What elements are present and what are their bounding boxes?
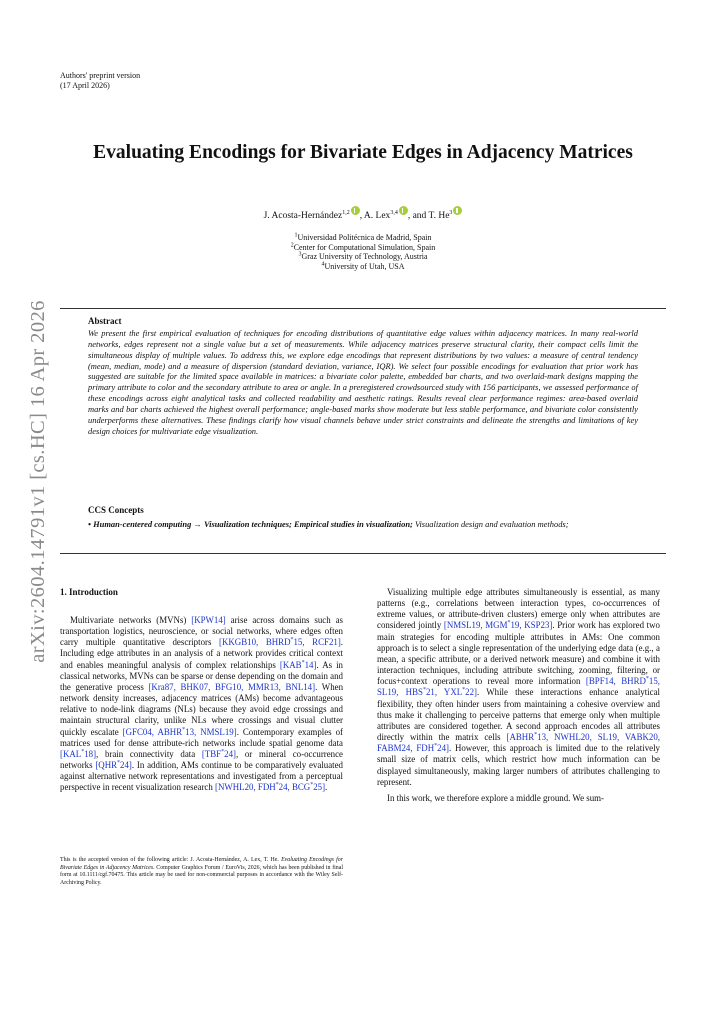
publication-footnote (60, 857, 343, 887)
ccs-bullet: • (88, 519, 94, 529)
preprint-date: (17 April 2026) (60, 81, 110, 90)
author-list (60, 206, 666, 221)
affiliation-marker: 4 (321, 261, 325, 268)
paragraph-text: Visualizing multiple edge attributes simultaneously is essential, as many patterns (e.g., correlations between interaction types, co-occurrences of extreme values, or attribute-driven clusters) emerge only when attributes are considered jointly (377, 587, 660, 631)
footnote-article-title: Evaluating Encodings for Bivariate Edges in Adjacency Matrices (60, 857, 343, 871)
affiliation-line (60, 233, 666, 243)
orcid-icon[interactable] (399, 206, 408, 215)
citation-link[interactable]: [QHR*24] (95, 760, 132, 771)
paragraph-text: . Contemporary examples of matrices used for dense attribute-rich networks include spatial genome data (60, 726, 343, 748)
ccs-arrow: → (191, 519, 204, 529)
author-name: J. Acosta-Hernández (263, 211, 343, 221)
paragraph-text: . However, this approach is limited due to the relatively small size of matrix cells, which restrict how much information can be displayed simultaneously, making larger numbers of attributes challenging to represent. (377, 743, 660, 787)
abstract-block (88, 316, 638, 436)
paragraph-text: . While these interactions enhance analytical flexibility, they often hinder users from maintaining a cohesive overview and thus make it challenging to perceive patterns that emerge only when multiple attributes are considered together. A second approach encodes all attributes directly within the matrix cells (377, 687, 660, 743)
paragraph-text: . In addition, AMs continue to be comparatively evaluated against alternative network representations and investigated from a perceptual perspective in recent visualization research (60, 760, 343, 793)
paragraph-text: , or mineral co-occurrence networks (60, 748, 343, 771)
ccs-concept-secondary: Visualization techniques; Empirical studies in visualization; (203, 519, 413, 529)
citation-link[interactable]: [KAL*18] (60, 748, 97, 759)
affiliation-marker: 1 (294, 232, 298, 239)
preprint-label: Authors' preprint version (60, 71, 141, 80)
orcid-icon[interactable] (453, 206, 462, 215)
affiliation-line (60, 262, 666, 272)
author-affiliation-marker: 1,2 (342, 209, 350, 216)
citation-link[interactable]: [KPW14] (191, 615, 226, 625)
section-heading: 1. Introduction (60, 587, 118, 597)
affiliation-list (60, 233, 666, 271)
author-affiliation-marker: 3,4 (390, 209, 398, 216)
paragraph-text: . As in classical networks, MVNs can be sparse or dense depending on the domain and the generative process (60, 659, 343, 692)
ccs-concept-primary: Human-centered computing (93, 519, 192, 529)
body-paragraph (60, 615, 343, 794)
paragraph-text: In this work, we therefore explore a middle ground. We sum- (387, 792, 604, 803)
arxiv-identifier-stamp (20, 298, 56, 664)
footnote-text: This is the accepted version of the following article: J. Acosta-Hernández, A. Lex, T. He. (60, 857, 282, 863)
citation-link[interactable]: [KAB*14] (279, 659, 317, 670)
body-paragraph (377, 587, 660, 788)
paragraph-text: . (325, 782, 328, 793)
author-name: A. Lex (363, 211, 391, 221)
citation-link[interactable]: [NWHL20, FDH*24, BCG*25] (215, 782, 326, 793)
affiliation-marker: 2 (290, 241, 294, 248)
footnote-text: . Computer Graphics Forum / EuroVis, 2026, which has been published in final form at 10.1111/cgf.70475. This article may be used for non-commercial purposes in accordance with the Wiley Self-Archiving Policy. (60, 864, 343, 886)
paragraph-text: , brain connectivity data (96, 748, 202, 759)
abstract-top-rule (60, 308, 666, 309)
right-column (377, 587, 660, 804)
paragraph-text: . Prior work has explored two main strategies for encoding multiple attributes in AMs: One common approach is to select a single representation of the underlying edge data (e.g., a mean, a specific attribute, or a derived network measure) and combine it with interaction techniques, including attribute switching, zooming, filtering, or focus+context operations to reveal more information (377, 620, 660, 687)
affiliation-marker: 3 (298, 251, 302, 258)
citation-link[interactable]: [TBF*24] (201, 748, 236, 759)
ccs-concepts-text (88, 519, 638, 530)
author-name: T. He (428, 211, 450, 221)
author-separator: , (359, 211, 364, 221)
body-paragraph (377, 793, 660, 804)
author-affiliation-marker: 3 (449, 209, 453, 216)
affiliation-name: Graz University of Technology, Austria (301, 252, 428, 262)
citation-link[interactable]: [Kra87, BHK07, BFG10, MMR13, BNL14] (148, 681, 316, 692)
abstract-heading: Abstract (88, 316, 122, 326)
affiliation-line (60, 252, 666, 262)
arxiv-identifier-text: arXiv:2604.14791v1 [cs.HC] 16 Apr 2026 (26, 299, 49, 663)
citation-link[interactable]: [NMSL19, MGM*19, KSP23] (443, 620, 553, 631)
affiliation-name: Center for Computational Simulation, Spain (293, 242, 436, 252)
ccs-heading: CCS Concepts (88, 505, 144, 515)
paragraph-text: arise across domains such as transportation logistics, neuroscience, or social networks, where edges often carry multiple quantitative descriptors (60, 615, 343, 648)
orcid-icon[interactable] (351, 206, 360, 215)
affiliation-line (60, 243, 666, 253)
left-column (60, 587, 343, 794)
preprint-header (60, 71, 140, 91)
paragraph-text: Multivariate networks (MVNs) (70, 615, 192, 625)
citation-link[interactable]: [ABHR*13, NWHL20, SL19, VABK20, FABM24, FDH*24] (377, 732, 660, 754)
author-separator: , and (407, 211, 429, 221)
citation-link[interactable]: [GFC04, ABHR*13, NMSL19] (122, 726, 237, 737)
abstract-text: We present the first empirical evaluation of techniques for encoding distributions of quantitative edge values within adjacency matrices. In many real-world networks, edges represent not a single value but a set of measurements. While adjacency matrices preserve structural clarity, their compact cells limit the simultaneous display of multiple values. To address this, we explore edge encodings that represent distributions by two values: a measure of central tendency (mean, median, mode) and a measure of dispersion (standard deviation, variance, IQR). We select four possible encodings for evaluation that prior work has suggested are suitable for the limited space available in matrices: a bivariate color palette, embedded bar charts, and two overlaid-mark designs mapping the primary attribute to color and the secondary attribute to area or angle. In a preregistered crowdsourced study with 156 participants, we assessed performance of these encodings across eight analytical tasks and collected readability and aesthetic ratings. Results reveal clear performance regimes: area-based overlaid marks and bar charts achieved the highest overall performance; angle-based marks show moderate but less stable performance, and bivariate color consistently underperforms these alternatives. These findings clarify how visual channels behave under strict constraints and delineate the strengths and limitations of key design choices for multivariate edge visualization. (88, 328, 638, 436)
paragraph-text: . When network density increases, adjacency matrices (AMs) become advantageous relative to node-link diagrams (NLs) because they avoid edge crossings and maintain structural clarity, unlike NLs where crossings and visual clutter quickly escalate (60, 681, 344, 737)
affiliation-name: Universidad Politécnica de Madrid, Spain (297, 233, 432, 242)
affiliation-name: University of Utah, USA (324, 261, 405, 271)
paper-title: Evaluating Encodings for Bivariate Edges in Adjacency Matrices (93, 142, 633, 163)
paragraph-text: . Including edge attributes in an analysis of a network provides critical context and enables meaningful analysis of complex relationships (60, 637, 343, 670)
ccs-concepts-block (88, 505, 638, 530)
citation-link[interactable]: [BPF14, BHRD*15, SL19, HBS*21, YXL*22] (377, 676, 660, 698)
citation-link[interactable]: [KKGB10, BHRD*15, RCF21] (219, 637, 341, 648)
ccs-concept-tertiary: Visualization design and evaluation methods; (412, 519, 569, 529)
abstract-bottom-rule (60, 553, 666, 554)
